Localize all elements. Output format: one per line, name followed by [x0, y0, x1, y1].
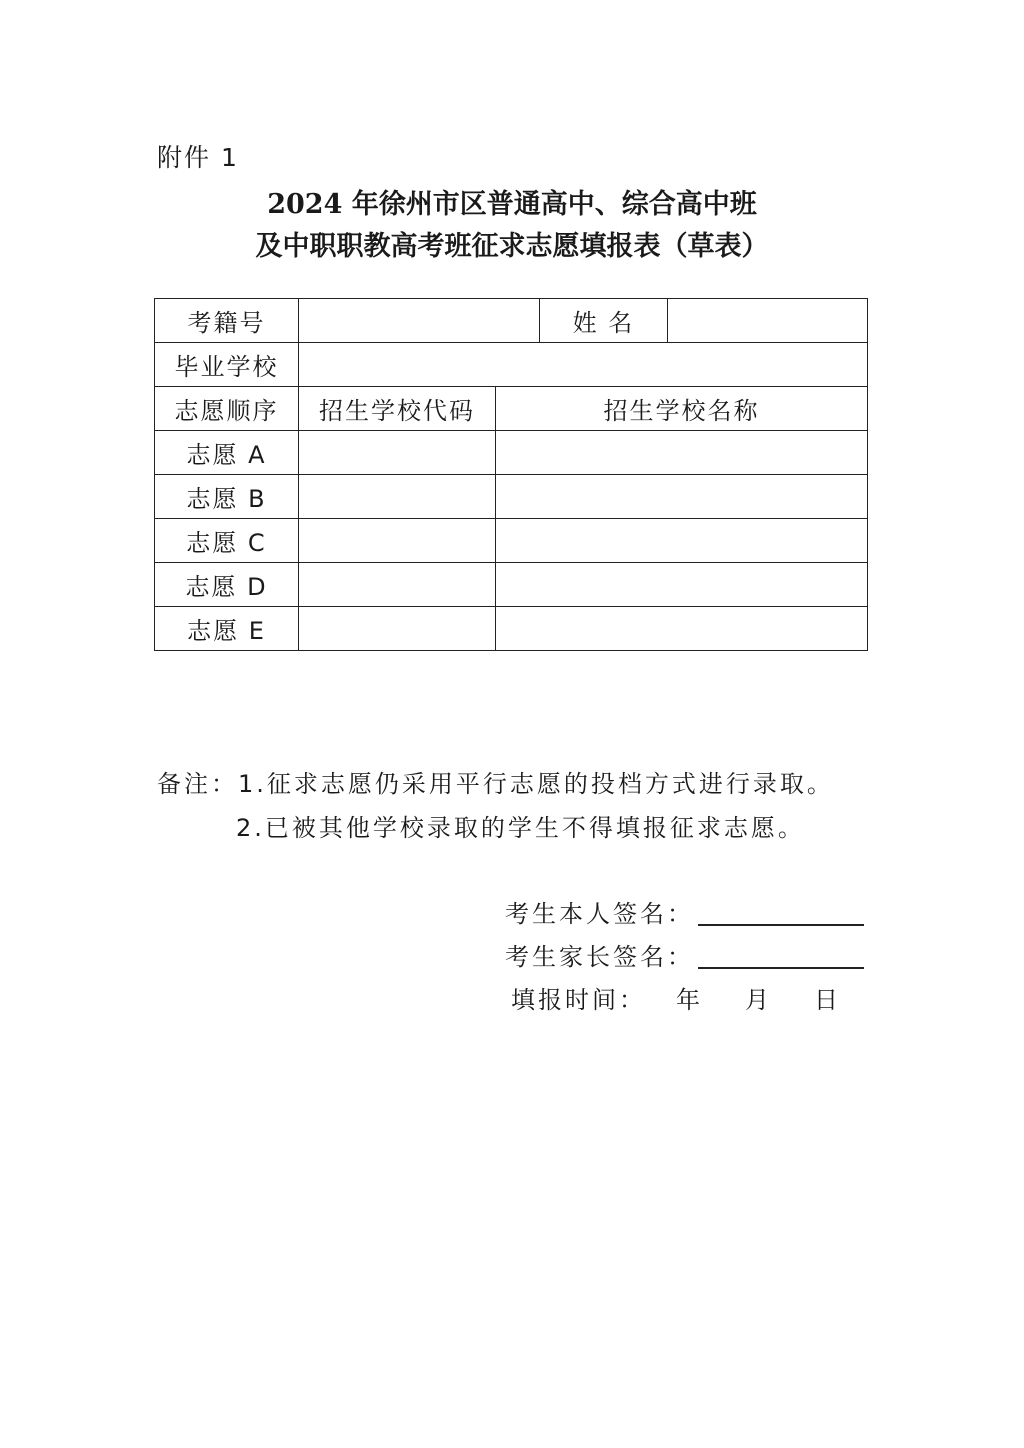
school-row	[155, 343, 868, 387]
name-label: 姓 名	[540, 299, 668, 343]
school-code-field[interactable]	[299, 475, 496, 519]
choice-label: 志愿 D	[155, 563, 299, 607]
school-name-header: 招生学校名称	[496, 387, 868, 431]
parent-signature-label: 考生家长签名：	[505, 943, 694, 971]
school-code-header: 招生学校代码	[299, 387, 496, 431]
student-signature-line[interactable]	[698, 898, 864, 926]
choice-label: 志愿 E	[155, 607, 299, 651]
choice-order-header: 志愿顺序	[155, 387, 299, 431]
choice-row	[155, 475, 868, 519]
note-1-text: 1.征求志愿仍采用平行志愿的投档方式进行录取。	[238, 770, 834, 798]
notes-section	[157, 762, 834, 850]
school-name-field[interactable]	[496, 475, 868, 519]
school-name-field[interactable]	[496, 519, 868, 563]
parent-signature-row	[505, 933, 864, 976]
attachment-label: 附件 1	[157, 143, 239, 172]
year-label: 年	[676, 986, 703, 1014]
application-form-table	[154, 298, 868, 651]
signature-section	[505, 890, 864, 1019]
graduation-school-label: 毕业学校	[155, 343, 299, 387]
school-code-field[interactable]	[299, 431, 496, 475]
month-label: 月	[745, 986, 772, 1014]
parent-signature-line[interactable]	[698, 941, 864, 969]
school-name-field[interactable]	[496, 607, 868, 651]
choice-label: 志愿 B	[155, 475, 299, 519]
choice-label: 志愿 C	[155, 519, 299, 563]
exam-id-row	[155, 299, 868, 343]
choice-header-row	[155, 387, 868, 431]
note-1	[157, 762, 834, 806]
fill-date-row	[505, 976, 864, 1019]
notes-prefix: 备注：	[157, 770, 238, 798]
name-field[interactable]	[668, 299, 868, 343]
exam-id-label: 考籍号	[155, 299, 299, 343]
choice-label: 志愿 A	[155, 431, 299, 475]
school-code-field[interactable]	[299, 607, 496, 651]
choice-row	[155, 431, 868, 475]
school-code-field[interactable]	[299, 519, 496, 563]
school-name-field[interactable]	[496, 431, 868, 475]
choice-row	[155, 563, 868, 607]
student-signature-label: 考生本人签名：	[505, 900, 694, 928]
student-signature-row	[505, 890, 864, 933]
form-title-line-1: 2024 年徐州市区普通高中、综合高中班	[267, 189, 757, 220]
choice-row	[155, 519, 868, 563]
form-title-line-2: 及中职职教高考班征求志愿填报表（草表）	[255, 231, 769, 262]
choice-row	[155, 607, 868, 651]
day-label: 日	[814, 986, 841, 1014]
exam-id-field[interactable]	[299, 299, 540, 343]
fill-date-label: 填报时间：	[511, 986, 646, 1014]
note-2: 2.已被其他学校录取的学生不得填报征求志愿。	[236, 814, 805, 842]
school-code-field[interactable]	[299, 563, 496, 607]
graduation-school-field[interactable]	[299, 343, 868, 387]
school-name-field[interactable]	[496, 563, 868, 607]
